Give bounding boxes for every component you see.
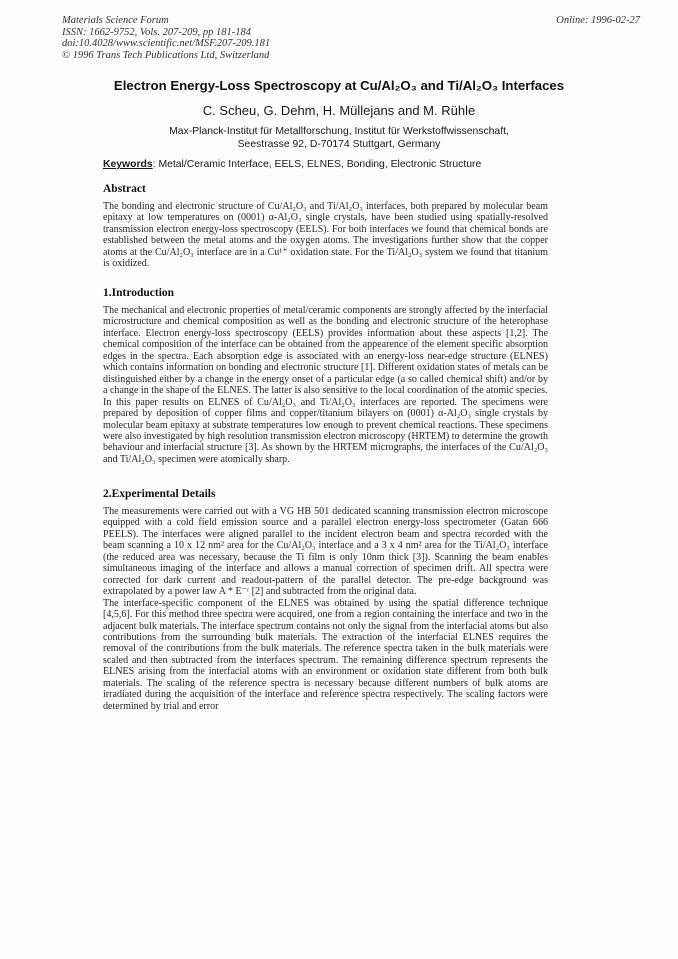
abstract-section bbox=[103, 183, 548, 270]
doi-line: doi:10.4028/www.scientific.net/MSF.207-209.181 bbox=[62, 38, 271, 50]
abstract-heading: Abstract bbox=[103, 183, 146, 195]
introduction-section bbox=[103, 287, 548, 465]
introduction-paragraph-1: The mechanical and electronic properties of metal/ceramic components are strongly affected by the interfacial microstructure and chemical composition as well as the bonding and electronic structure of the heterophase interface. Electron energy-loss spectroscopy (EELS) provides information about these aspects [1,2]. The chemical composition of the interface can be obtained from the appearence of the element specific absorption edges in the spectra. Each absorption edge is associated with an energy-loss near-edge structure (ELNES) which contains information on bonding and electronic structure [1]. Different oxidation states of metals can be distinguished either by a change in the energy onset of a particular edge (a so called chemical shift) and/or by a change in the shape of the ELNES. The latter is also sensitive to the local coordination of the atomic species. bbox=[103, 305, 548, 397]
keywords-text: : Metal/Ceramic Interface, EELS, ELNES, Bonding, Electronic Structure bbox=[152, 159, 482, 170]
affiliation-line-1: Max-Planck-Institut für Metallforschung, Institut für Werkstoffwissenschaft, bbox=[169, 126, 509, 137]
online-date: Online: 1996-02-27 bbox=[556, 15, 640, 26]
abstract-text: The bonding and electronic structure of Cu/Al₂O₃ and Ti/Al₂O₃ interfaces, both prepared by molecular beam epitaxy at low temperatures on (0001) α-Al₂O₃ single crystals, have been studied using spatially-resolved transmission electron energy-loss spectroscopy (EELS). For both interfaces we found that chemical bonds are established between the metal atoms and the oxygen atoms. The investigations further show that the copper atoms at the Cu/Al₂O₃ interface are in a Cu¹⁺ oxidation state. For the Ti/Al₂O₃ system we found that titanium is oxidized. bbox=[103, 201, 548, 270]
experimental-heading: 2.Experimental Details bbox=[103, 488, 216, 500]
experimental-section bbox=[103, 488, 548, 712]
keywords bbox=[103, 159, 481, 170]
keywords-label: Keywords bbox=[103, 159, 153, 170]
introduction-heading: 1.Introduction bbox=[103, 287, 175, 299]
affiliation bbox=[0, 125, 678, 151]
author-list: C. Scheu, G. Dehm, H. Müllejans and M. Rühle bbox=[202, 103, 476, 118]
journal-header bbox=[62, 15, 270, 61]
affiliation-line-2: Seestrasse 92, D-70174 Stuttgart, Germany bbox=[237, 139, 441, 150]
copyright-line: © 1996 Trans Tech Publications Ltd, Switzerland bbox=[62, 49, 270, 61]
issn-line: ISSN: 1662-9752, Vols. 207-209, pp 181-184 bbox=[62, 26, 251, 38]
experimental-paragraph-1: The measurements were carried out with a VG HB 501 dedicated scanning transmission electron microscope equipped with a cold field emission source and a parallel electron energy-loss spectrometer (Gatan 666 PEELS). The interfaces were aligned parallel to the incident electron beam and spectra recorded with the beam scanning a 10 x 12 nm² area for the Cu/Al₂O₃ interface and a 3 x 4 nm² area for the Ti/Al₂O₃ interface (the reduced area was necessary, because the Ti film is only 10nm thick [3]). Scanning the beam enables simultaneous imaging of the interface and allows a manual correction of specimen drift. All spectra were corrected for dark current and readout-pattern of the parallel detector. The pre-edge background was extrapolated by a power law A * E⁻ʳ [2] and subtracted from the original data. bbox=[103, 506, 548, 598]
paper-title: Electron Energy-Loss Spectroscopy at Cu/Al₂O₃ and Ti/Al₂O₃ Interfaces bbox=[113, 78, 565, 93]
experimental-paragraph-2: The interface-specific component of the ELNES was obtained by using the spatial difference technique [4,5,6]. For this method three spectra were acquired, one from a region containing the interface and two in the adjacent bulk materials. The interface spectrum contains not only the signal from the interfacial atoms but also contributions from the surrounding bulk materials. The extraction of the interfacial ELNES requires the removal of the contributions from the bulk materials. The reference spectra taken in the bulk materials were scaled and then subtracted from the interfaces spectrum. The remaining difference spectrum represents the ELNES arising from the interfacial atoms with an environment or oxidation state different from both bulk materials. The scaling of the reference spectra is necessary because different numbers of bulk atoms are irradiated during the acquisition of the interface and reference spectra respectively. The scaling factors were determined by trial and error bbox=[103, 597, 548, 712]
introduction-paragraph-2: In this paper results on ELNES of Cu/Al₂O₃ and Ti/Al₂O₃ interfaces are reported. The specimens were prepared by deposition of copper films and copper/titanium bilayers on (0001) α-Al₂O₃ single crystals by molecular beam epitaxy at substrate temperatures low enough to prevent chemical reactions. These specimens were also investigated by high resolution transmission electron microscopy (HRTEM) to determine the growth behaviour and interfacial structure [3]. As shown by the HRTEM micrographs, the interfaces of the Cu/Al₂O₃ and Ti/Al₂O₃ specimen were atomically sharp. bbox=[103, 396, 548, 465]
journal-name: Materials Science Forum bbox=[62, 15, 169, 26]
